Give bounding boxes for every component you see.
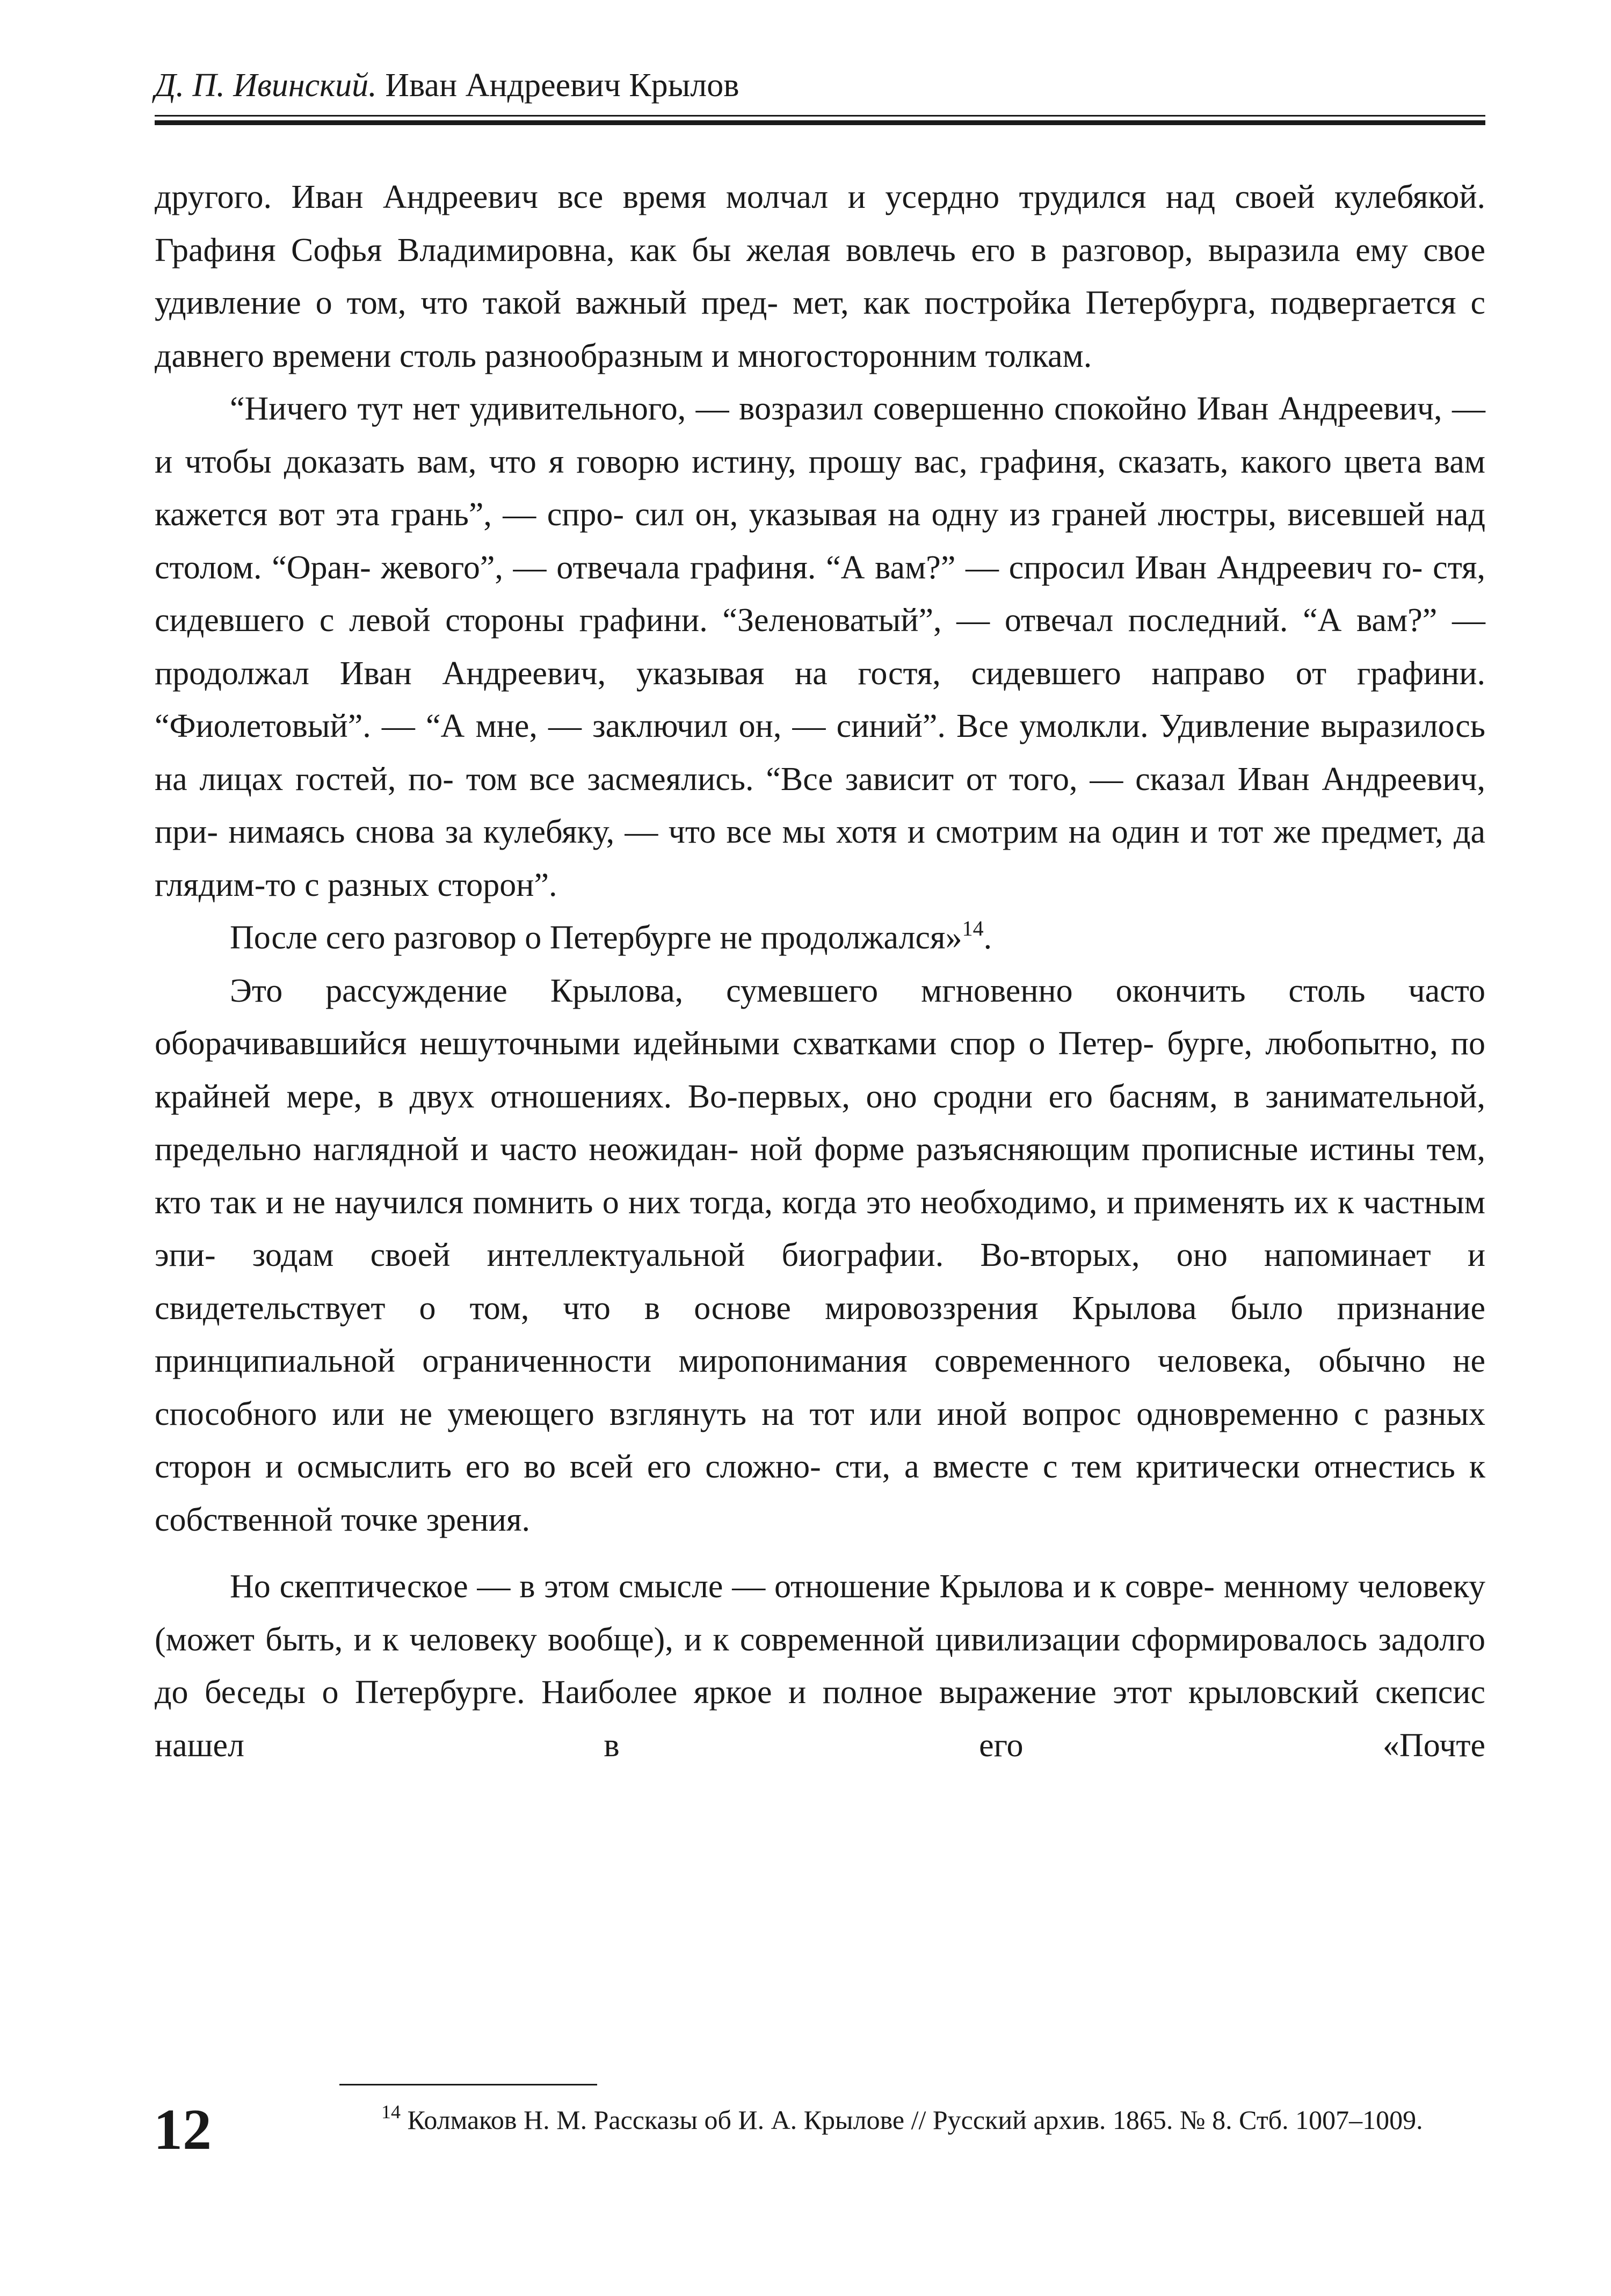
header-rule-thin xyxy=(155,115,1485,117)
footnote-number: 14 xyxy=(381,2101,401,2123)
footnote-reference[interactable]: 14 xyxy=(962,916,984,940)
running-head xyxy=(155,69,739,102)
footnote-text: Колмаков Н. М. Рассказы об И. А. Крылове // Русский архив. 1865. № 8. Стб. 1007–1009. xyxy=(407,2105,1423,2135)
running-head-author: Д. П. Ивинский. xyxy=(155,67,377,104)
paragraph-skepticism: Но скептическое — в этом смысле — отношение Крылова и к совре- менному человеку (может быть, и к человеку вообще), и к современной цивилизации сформировалось задолго до беседы о Петербурге. Наиболее яркое и полное выражение этот крыловский скепсис нашел в его «Почте xyxy=(155,1568,1486,1764)
paragraph-quote-end: После сего разговор о Петербурге не продолжался»$^{14}$. xyxy=(230,916,992,956)
paragraph-dialogue: “Ничего тут нет удивительного, — возразил совершенно спокойно Иван Андреевич, — и чтобы доказать вам, что я говорю истину, прошу вас, графиня, сказать, какого цвета вам кажется вот эта грань”, — спро- сил он, указывая на одну из граней люстры, висевшей над столом. “Оран- жевого”, — отвечала графиня. “А вам?” — спросил Иван Андреевич го- стя, сидевшего с левой стороны графини. “Зеленоватый”, — отвечал последний. “А вам?” — продолжал Иван Андреевич, указывая на гостя, сидевшего направо от графини. “Фиолетовый”. — “А мне, — заключил он, — синий”. Все умолкли. Удивление выразилось на лицах гостей, по- том все засмеялись. “Все зависит от того, — сказал Иван Андреевич, при- нимаясь снова за кулебяку, — что все мы хотя и смотрим на один и тот же предмет, да глядим-то с разных сторон”. xyxy=(155,390,1486,903)
paragraph-continued: другого. Иван Андреевич все время молчал и усердно трудился над своей кулебякой. Графиня Софья Владимировна, как бы желая вовлечь его в разговор, выразила ему свое удивление о том, что такой важный пред- мет, как постройка Петербурга, подвергается с давнего времени столь разнообразным и многосторонним толкам. xyxy=(155,179,1486,374)
footnote xyxy=(339,2097,1489,2142)
footnote-separator xyxy=(339,2084,597,2085)
page-number: 12 xyxy=(154,2098,212,2162)
paragraph-analysis: Это рассуждение Крылова, сумевшего мгновенно окончить столь часто оборачивавшийся нешуточными идейными схватками спор о Петер- бурге, любопытно, по крайней мере, в двух отношениях. Во-первых, оно сродни его басням, в занимательной, предельно наглядной и часто неожидан- ной форме разъясняющим прописные истины тем, кто так и не научился помнить о них тогда, когда это необходимо, и применять их к частным эпи- зодам своей интеллектуальной биографии. Во-вторых, оно напоминает и свидетельствует о том, что в основе мировоззрения Крылова было признание принципиальной ограниченности миропонимания современного человека, обычно не способного или не умеющего взглянуть на тот или иной вопрос одновременно с разных сторон и осмыслить его во всей его сложно- сти, а вместе с тем критически отнестись к собственной точке зрения. xyxy=(155,972,1486,1538)
running-head-title: Иван Андреевич Крылов xyxy=(385,67,739,104)
header-rule-thick xyxy=(155,120,1485,125)
body-text xyxy=(155,171,1485,1772)
